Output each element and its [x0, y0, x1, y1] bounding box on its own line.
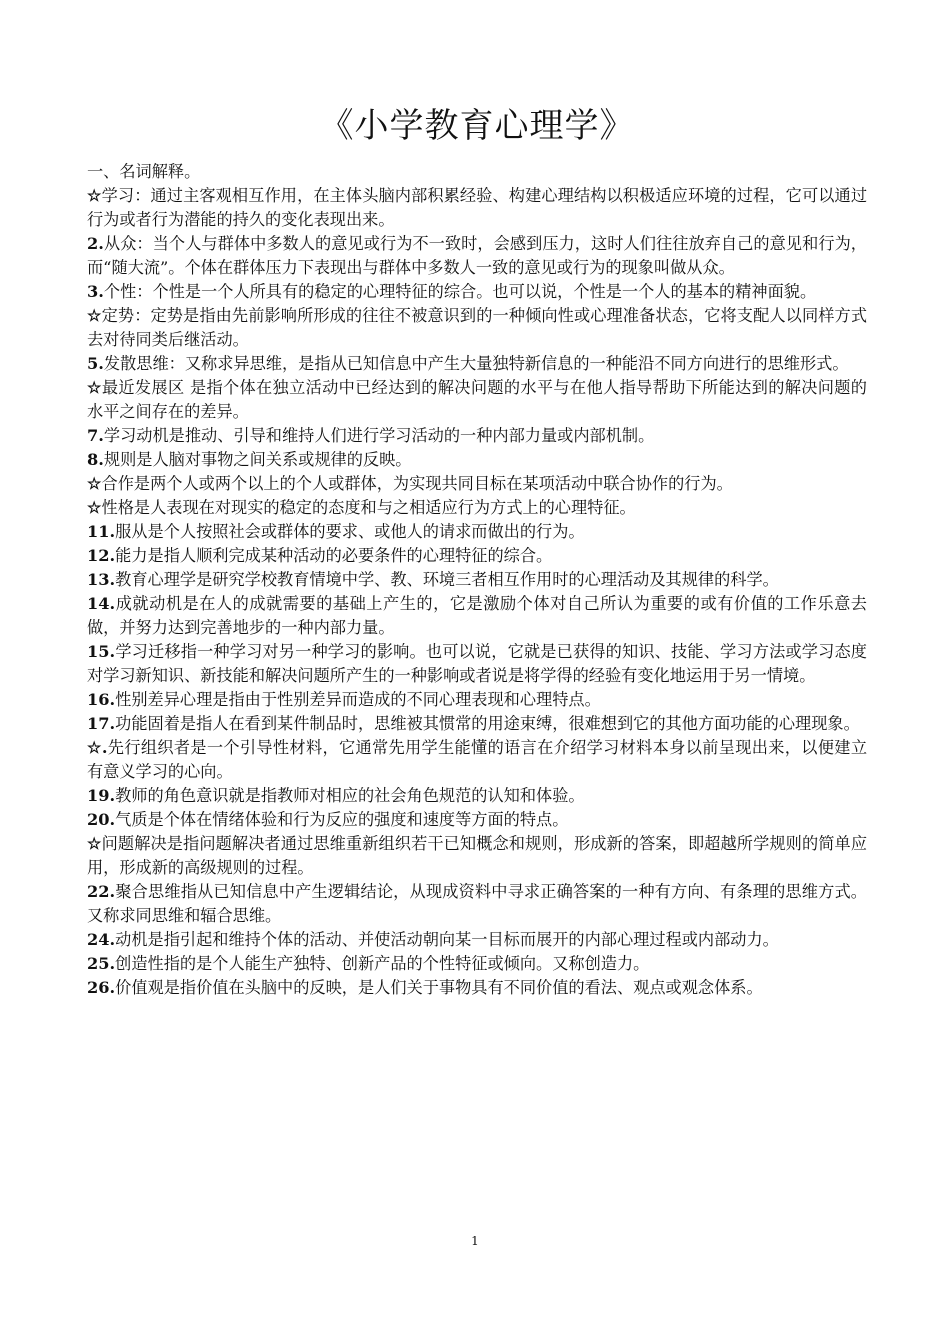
- entry-marker: 11.: [87, 522, 116, 541]
- entry-marker: 5.: [87, 354, 104, 373]
- entry-text: 性格是人表现在对现实的稳定的态度和与之相适应行为方式上的心理特征。: [101, 498, 636, 517]
- definition-entry: [87, 712, 867, 736]
- entry-text: 气质是个体在情绪体验和行为反应的强度和速度等方面的特点。: [115, 810, 569, 829]
- definition-entry: [87, 304, 867, 352]
- definition-entry: [87, 952, 867, 976]
- definition-entry: [87, 496, 867, 520]
- definition-entry: [87, 568, 867, 592]
- entry-marker: 8.: [87, 450, 104, 469]
- definition-entry: [87, 640, 867, 688]
- entry-text: 规则是人脑对事物之间关系或规律的反映。: [103, 450, 412, 469]
- definition-entry: [87, 520, 867, 544]
- entry-text: 教师的角色意识就是指教师对相应的社会角色规范的认知和体验。: [115, 786, 585, 805]
- entry-text: 功能固着是指人在看到某件制品时，思维被其惯常的用途束缚，很难想到它的其他方面功能的心理现象。: [115, 714, 860, 733]
- definition-entry: [87, 424, 867, 448]
- entry-text: 先行组织者是一个引导性材料，它通常先用学生能懂的语言在介绍学习材料本身以前呈现出来，以便建立有意义学习的心向。: [87, 738, 868, 781]
- entry-marker: ☆: [87, 498, 102, 517]
- entry-text: 发散思维：又称求异思维，是指从已知信息中产生大量独特新信息的一种能沿不同方向进行的思维形式。: [103, 354, 849, 373]
- entry-text: 聚合思维指从已知信息中产生逻辑结论，从现成资料中寻求正确答案的一种有方向、有条理的思维方式。又称求同思维和辐合思维。: [87, 882, 867, 925]
- definition-entry: [87, 280, 867, 304]
- entry-marker: 26.: [87, 978, 116, 997]
- entry-marker: ☆: [87, 186, 102, 205]
- document-title: 《小学教育心理学》: [319, 106, 635, 146]
- page-number: 1: [471, 1234, 479, 1248]
- entry-marker: 19.: [87, 786, 116, 805]
- entry-marker: ☆: [87, 834, 102, 853]
- entry-text: 价值观是指价值在头脑中的反映，是人们关于事物具有不同价值的看法、观点或观念体系。: [115, 978, 763, 997]
- document-page: [87, 100, 867, 1000]
- entry-marker: 14.: [87, 594, 116, 613]
- entry-marker: 3.: [87, 282, 104, 301]
- entry-marker: 15.: [87, 642, 116, 661]
- entry-text: 能力是指人顺利完成某种活动的必要条件的心理特征的综合。: [115, 546, 553, 565]
- definition-entry: [87, 832, 867, 880]
- entry-marker: 12.: [87, 546, 116, 565]
- entry-marker: ☆: [87, 474, 102, 493]
- entry-marker: 22.: [87, 882, 116, 901]
- entry-marker: 25.: [87, 954, 116, 973]
- entry-marker: 7.: [87, 426, 104, 445]
- entry-marker: 16.: [87, 690, 116, 709]
- entry-text: 学习迁移指一种学习对另一种学习的影响。也可以说，它就是已获得的知识、技能、学习方法或学习态度对学习新知识、新技能和解决问题所产生的一种影响或者说是将学得的经验有变化地运用于另一情境。: [87, 642, 867, 685]
- entry-marker: 24.: [87, 930, 116, 949]
- definition-entry: [87, 472, 867, 496]
- definition-entry: [87, 232, 867, 280]
- definition-entry: [87, 544, 867, 568]
- entry-marker: 13.: [87, 570, 116, 589]
- entry-text: 定势：定势是指由先前影响所形成的往往不被意识到的一种倾向性或心理准备状态，它将支配人以同样方式去对待同类后继活动。: [87, 306, 868, 349]
- definition-entry: [87, 784, 867, 808]
- definition-entry: [87, 880, 867, 928]
- definition-list: [87, 184, 867, 1000]
- entry-text: 性别差异心理是指由于性别差异而造成的不同心理表现和心理特点。: [115, 690, 601, 709]
- definition-entry: [87, 592, 867, 640]
- entry-marker: ☆: [87, 378, 102, 397]
- definition-entry: [87, 352, 867, 376]
- entry-text: 教育心理学是研究学校教育情境中学、教、环境三者相互作用时的心理活动及其规律的科学。: [115, 570, 779, 589]
- definition-entry: [87, 736, 867, 784]
- entry-text: 成就动机是在人的成就需要的基础上产生的，它是激励个体对自己所认为重要的或有价值的工作乐意去做，并努力达到完善地步的一种内部力量。: [87, 594, 867, 637]
- entry-text: 服从是个人按照社会或群体的要求、或他人的请求而做出的行为。: [115, 522, 585, 541]
- entry-text: 最近发展区 是指个体在独立活动中已经达到的解决问题的水平与在他人指导帮助下所能达到的解决问题的水平之间存在的差异。: [87, 378, 867, 421]
- section-heading: 一、名词解释。: [87, 162, 201, 181]
- definition-entry: [87, 376, 867, 424]
- definition-entry: [87, 808, 867, 832]
- entry-marker: ☆.: [87, 738, 108, 757]
- entry-text: 创造性指的是个人能生产独特、创新产品的个性特征或倾向。又称创造力。: [115, 954, 650, 973]
- entry-text: 动机是指引起和维持个体的活动、并使活动朝向某一目标而展开的内部心理过程或内部动力。: [115, 930, 779, 949]
- definition-entry: [87, 184, 867, 232]
- entry-marker: ☆: [87, 306, 102, 325]
- entry-text: 问题解决是指问题解决者通过思维重新组织若干已知概念和规则，形成新的答案，即超越所学规则的简单应用，形成新的高级规则的过程。: [87, 834, 868, 877]
- entry-text: 学习：通过主客观相互作用，在主体头脑内部积累经验、构建心理结构以积极适应环境的过程，它可以通过行为或者行为潜能的持久的变化表现出来。: [87, 186, 868, 229]
- entry-text: 学习动机是推动、引导和维持人们进行学习活动的一种内部力量或内部机制。: [103, 426, 655, 445]
- entry-text: 合作是两个人或两个以上的个人或群体，为实现共同目标在某项活动中联合协作的行为。: [101, 474, 733, 493]
- entry-marker: 17.: [87, 714, 116, 733]
- definition-entry: [87, 448, 867, 472]
- definition-entry: [87, 688, 867, 712]
- entry-marker: 2.: [87, 234, 104, 253]
- entry-text: 从众：当个人与群体中多数人的意见或行为不一致时，会感到压力，这时人们往往放弃自己的意见和行为，而“随大流”。个体在群体压力下表现出与群体中多数人一致的意见或行为的现象叫做从众。: [87, 234, 867, 277]
- definition-entry: [87, 976, 867, 1000]
- entry-text: 个性：个性是一个人所具有的稳定的心理特征的综合。也可以说，个性是一个人的基本的精神面貌。: [103, 282, 817, 301]
- entry-marker: 20.: [87, 810, 116, 829]
- definition-entry: [87, 928, 867, 952]
